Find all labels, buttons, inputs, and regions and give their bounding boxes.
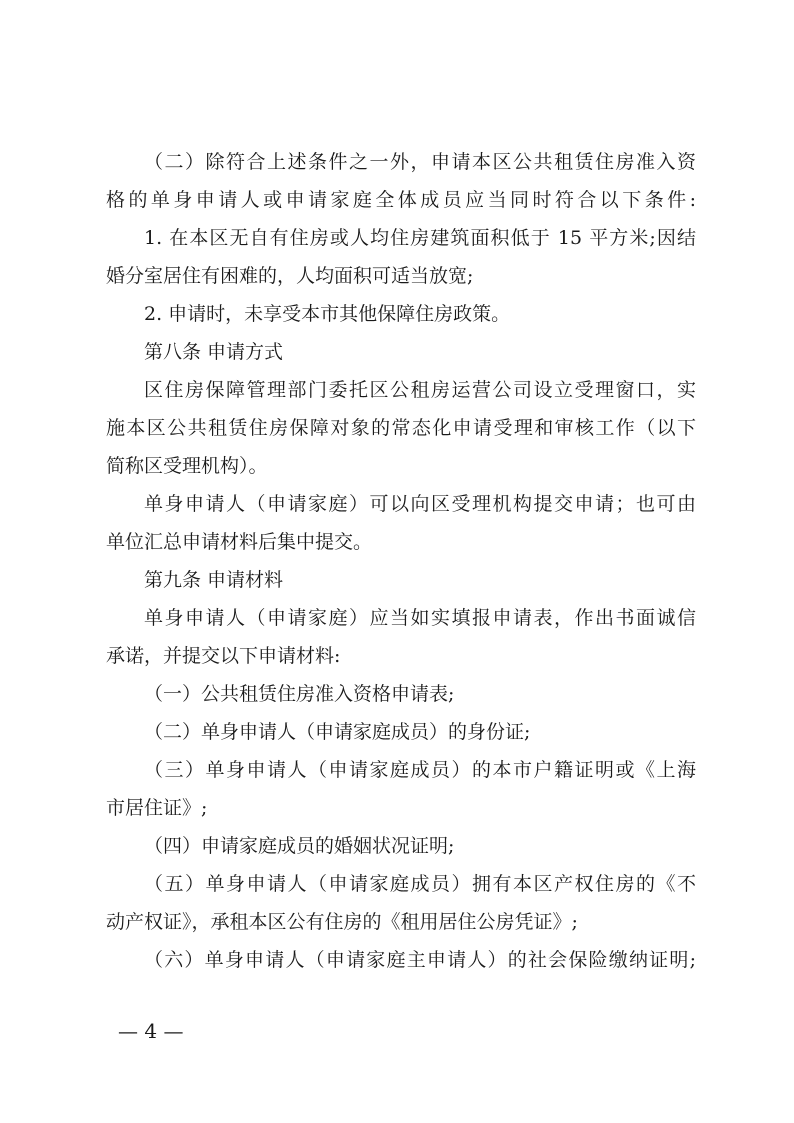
paragraph-line: 简称区受理机构）。 bbox=[106, 455, 268, 477]
list-item: （二）单身申请人（申请家庭成员）的身份证; bbox=[144, 721, 531, 743]
list-item: （四）申请家庭成员的婚姻状况证明; bbox=[144, 835, 455, 857]
paragraph-line: 单身申请人（申请家庭）应当如实填报申请表，作出书面诚信 bbox=[144, 607, 696, 629]
list-item: 动产权证》，承租本区公有住房的《租用居住公房凭证》; bbox=[106, 911, 578, 933]
paragraph-line: 承诺，并提交以下申请材料: bbox=[106, 645, 341, 667]
paragraph-line: 婚分室居住有困难的，人均面积可适当放宽; bbox=[106, 265, 474, 287]
list-item: （三）单身申请人（申请家庭成员）的本市户籍证明或《上海 bbox=[144, 759, 696, 781]
paragraph-line: 格的单身申请人或申请家庭全体成员应当同时符合以下条件: bbox=[106, 189, 696, 211]
paragraph-line: 单位汇总申请材料后集中提交。 bbox=[106, 531, 373, 553]
paragraph-line: 1. 在本区无自有住房或人均住房建筑面积低于 15 平方米;因结 bbox=[144, 227, 696, 249]
list-item: 市居住证》; bbox=[106, 797, 208, 819]
list-item: （一）公共租赁住房准入资格申请表; bbox=[144, 683, 455, 705]
section-heading: 第九条 申请材料 bbox=[144, 569, 284, 591]
paragraph-line: 区住房保障管理部门委托区公租房运营公司设立受理窗口，实 bbox=[144, 379, 696, 401]
paragraph-line: 单身申请人（申请家庭）可以向区受理机构提交申请；也可由 bbox=[144, 493, 696, 515]
list-item: （六）单身申请人（申请家庭主申请人）的社会保险缴纳证明; bbox=[144, 949, 696, 971]
list-item: （五）单身申请人（申请家庭成员）拥有本区产权住房的《不 bbox=[144, 873, 696, 895]
paragraph-line: （二）除符合上述条件之一外，申请本区公共租赁住房准入资 bbox=[144, 151, 696, 173]
paragraph-line: 2. 申请时，未享受本市其他保障住房政策。 bbox=[144, 303, 511, 325]
page-number: — 4 — bbox=[118, 1019, 184, 1043]
paragraph-line: 施本区公共租赁住房保障对象的常态化申请受理和审核工作（以下 bbox=[106, 417, 696, 439]
section-heading: 第八条 申请方式 bbox=[144, 341, 284, 363]
